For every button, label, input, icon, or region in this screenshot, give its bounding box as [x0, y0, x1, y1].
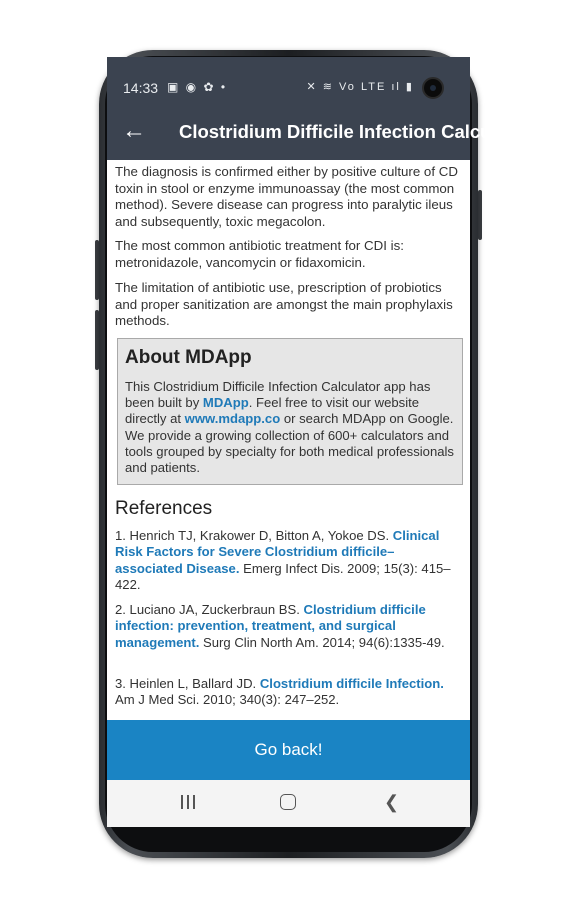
reference-citation: Am J Med Sci. 2010; 340(3): 247–252. [115, 692, 340, 708]
status-bar [107, 57, 470, 105]
reference-item [115, 602, 461, 651]
page-title: Clostridium Difficile Infection Calculator [179, 121, 532, 142]
home-icon[interactable] [280, 794, 296, 810]
go-back-button[interactable]: Go back! [107, 720, 470, 780]
arrow-left-icon[interactable]: ← [122, 117, 146, 144]
recent-bar [193, 795, 195, 809]
reference-link[interactable]: Clostridium difficile Infection. [259, 676, 444, 691]
phone-screen [107, 57, 532, 827]
reference-link[interactable]: Clinical Risk Factors for Severe Clostridium difficile–associated Disease. [115, 528, 440, 576]
references-title: References [115, 498, 213, 519]
system-nav-bar [107, 780, 470, 827]
reference-link[interactable]: Clostridium difficile infection: prevention, treatment, and surgical management. [115, 602, 426, 650]
about-text-part: . Feel free to visit our website directly at [125, 395, 420, 427]
system-status-icons: ✕ ≋ Vo LTE ıl ▮ [306, 81, 414, 93]
reference-authors: 1. Henrich TJ, Krakower D, Bitton A, Yokoe DS. [115, 528, 393, 543]
about-text [125, 379, 455, 476]
paragraph-treatment: The most common antibiotic treatment for CDI is: metronidazole, vancomycin or fidaxomicin. [115, 238, 404, 270]
recent-bar [187, 795, 189, 809]
content-scroll-area[interactable] [107, 160, 470, 720]
recent-bar [181, 795, 183, 809]
reference-item [115, 528, 461, 594]
recent-apps-icon[interactable] [181, 795, 195, 809]
reference-citation: Emerg Infect Dis. 2009; 15(3): 415–422. [115, 560, 451, 593]
about-title: About MDApp [125, 347, 252, 368]
paragraph-diagnosis: The diagnosis is confirmed either by positive culture of CD toxin in stool or enzyme immunoassay (the most common method). Severe disease can progress into paralytic ileus and subsequently, toxic megacolon. [115, 164, 458, 229]
front-camera-icon [422, 77, 444, 99]
app-bar [107, 105, 532, 160]
reference-authors: 3. Heinlen L, Ballard JD. [115, 676, 260, 691]
about-box [117, 338, 463, 485]
paragraph-prophylaxis: The limitation of antibiotic use, prescription of probiotics and proper sanitization are amongst the main prophylaxis methods. [115, 280, 453, 328]
about-text-part: This Clostridium Difficile Infection Calculator app has been built by [125, 379, 431, 411]
chevron-left-icon[interactable]: ❮ [384, 792, 400, 812]
reference-item [115, 676, 461, 709]
reference-authors: 2. Luciano JA, Zuckerbraun BS. [115, 602, 304, 617]
status-time: 14:33 [123, 80, 159, 96]
about-text-part: or search MDApp on Google. We provide a growing collection of 600+ calculators and tools grouped by specialty for both medical professionals and patients. [125, 411, 454, 476]
notification-icons: ▣ ◉ ✿ • [167, 80, 228, 94]
website-link[interactable]: www.mdapp.co [184, 411, 281, 427]
reference-citation: Surg Clin North Am. 2014; 94(6):1335-49. [199, 634, 445, 650]
power-button [478, 190, 482, 240]
mdapp-link[interactable]: MDApp [202, 395, 249, 411]
